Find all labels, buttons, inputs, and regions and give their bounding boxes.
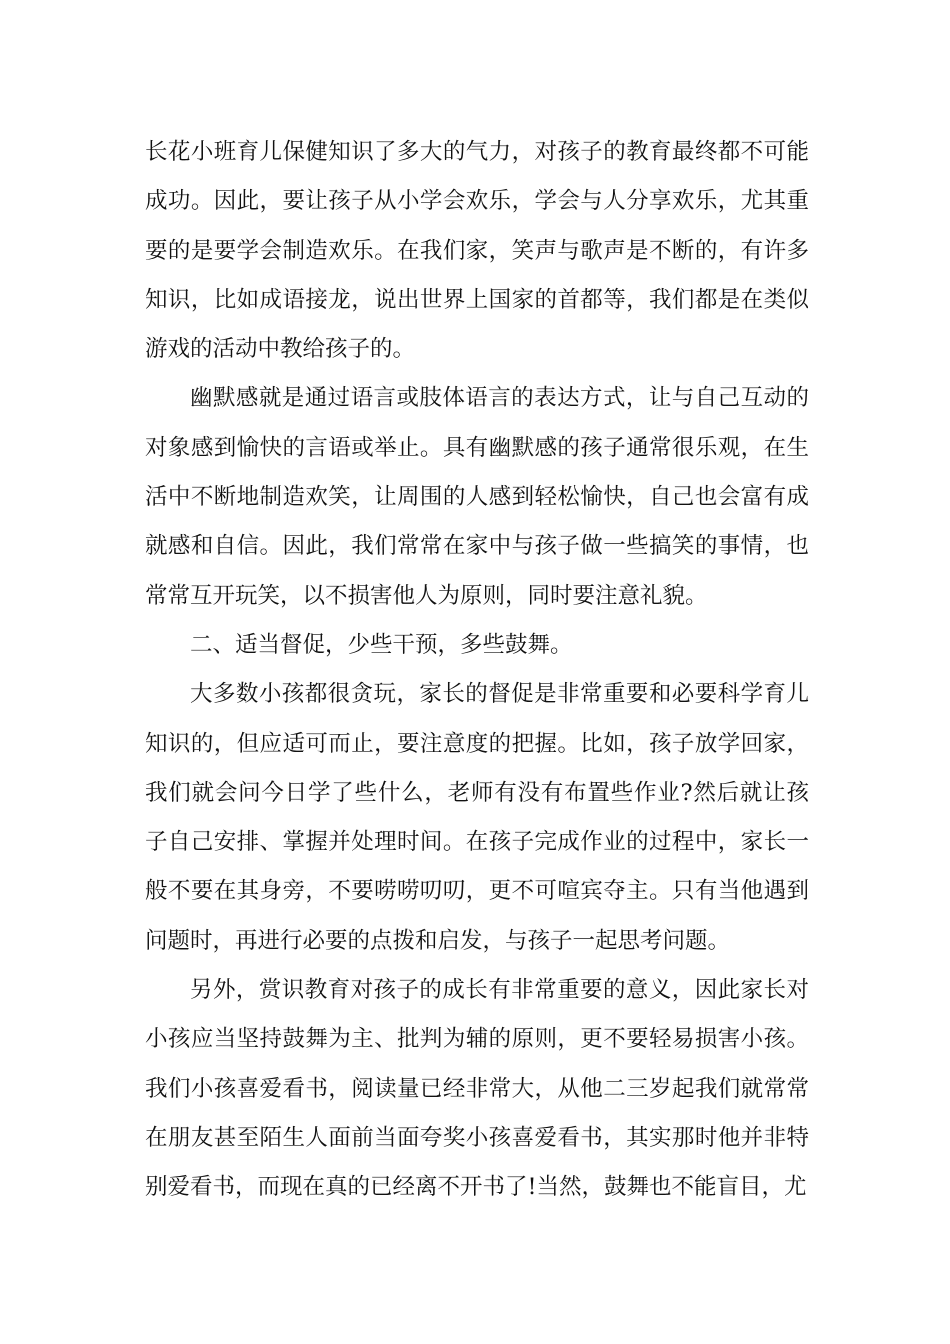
section-heading: 二、适当督促，少些干预，多些鼓舞。 bbox=[190, 631, 573, 658]
document-body bbox=[145, 128, 809, 1213]
paragraph-supervision: 大多数小孩都很贪玩，家长的督促是非常重要和必要科学育儿知识的，但应适可而止，要注意度的把握。比如，孩子放学回家，我们就会问今日学了些什么，老师有没有布置些作业?然后就让孩子自己安排、掌握并处理时间。在孩子完成作业的过程中，家长一般不要在其身旁，不要唠唠叨叨，更不可喧宾夺主。只有当他遇到问题时，再进行必要的点拨和启发，与孩子一起思考问题。 bbox=[145, 681, 809, 954]
paragraph-humor: 幽默感就是通过语言或肢体语言的表达方式，让与自己互动的对象感到愉快的言语或举止。具有幽默感的孩子通常很乐观，在生活中不断地制造欢笑，让周围的人感到轻松愉快，自己也会富有成就感和自信。因此，我们常常在家中与孩子做一些搞笑的事情，也常常互开玩笑，以不损害他人为原则，同时要注意礼貌。 bbox=[145, 385, 809, 609]
paragraph-continuation: 长花小班育儿保健知识了多大的气力，对孩子的教育最终都不可能成功。因此，要让孩子从小学会欢乐，学会与人分享欢乐，尤其重要的是要学会制造欢乐。在我们家，笑声与歌声是不断的，有许多知识，比如成语接龙，说出世界上国家的首都等，我们都是在类似游戏的活动中教给孩子的。 bbox=[145, 139, 809, 363]
paragraph-appreciation: 另外，赏识教育对孩子的成长有非常重要的意义，因此家长对小孩应当坚持鼓舞为主、批判为辅的原则，更不要轻易损害小孩。我们小孩喜爱看书，阅读量已经非常大，从他二三岁起我们就常常在朋友甚至陌生人面前当面夸奖小孩喜爱看书，其实那时他并非特别爱看书，而现在真的已经离不开书了!当然，鼓舞也不能盲目，尤 bbox=[145, 977, 809, 1201]
